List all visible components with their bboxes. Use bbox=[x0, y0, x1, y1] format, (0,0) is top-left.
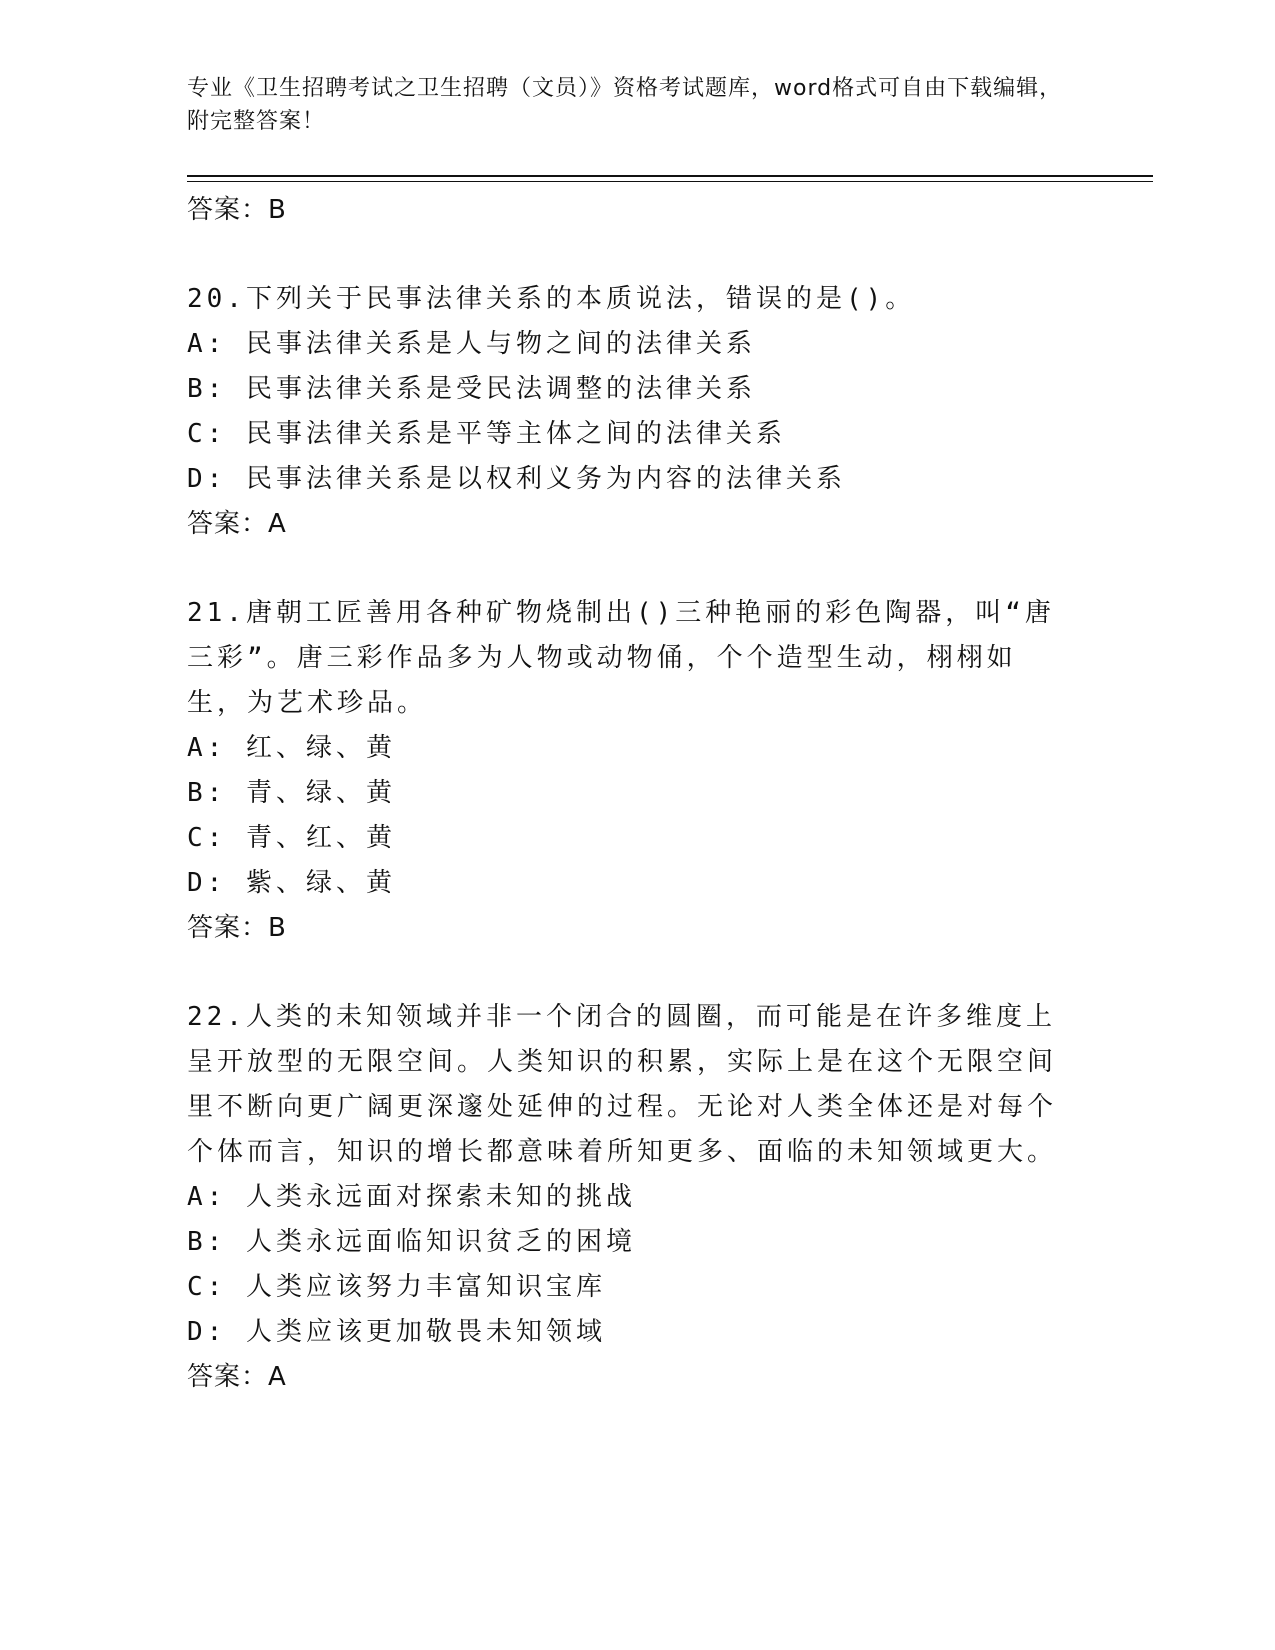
question-text: 20.下列关于民事法律关系的本质说法，错误的是()。 bbox=[187, 284, 916, 314]
header-divider bbox=[187, 175, 1153, 177]
option-c: C: 青、红、黄 bbox=[187, 823, 396, 853]
question-text: 21.唐朝工匠善用各种矿物烧制出()三种艳丽的彩色陶器，叫“唐三彩”。唐三彩作品多为人物或动物俑，个个造型生动，栩栩如生，为艺术珍品。 bbox=[187, 598, 1055, 718]
question-block-22 bbox=[187, 995, 1087, 1400]
question-block-20 bbox=[187, 277, 1087, 547]
option-d: D: 人类应该更加敬畏未知领域 bbox=[187, 1317, 606, 1347]
option-a: A: 民事法律关系是人与物之间的法律关系 bbox=[187, 329, 756, 359]
answer: 答案：A bbox=[187, 509, 287, 539]
option-b: B: 民事法律关系是受民法调整的法律关系 bbox=[187, 374, 756, 404]
option-a: A: 人类永远面对探索未知的挑战 bbox=[187, 1182, 636, 1212]
option-c: C: 人类应该努力丰富知识宝库 bbox=[187, 1272, 606, 1302]
option-d: D: 紫、绿、黄 bbox=[187, 868, 396, 898]
option-b: B: 人类永远面临知识贫乏的困境 bbox=[187, 1227, 636, 1257]
option-a: A: 红、绿、黄 bbox=[187, 733, 396, 763]
answer-19: 答案：B bbox=[187, 195, 287, 225]
answer: 答案：B bbox=[187, 913, 287, 943]
question-block-21 bbox=[187, 591, 1087, 951]
option-c: C: 民事法律关系是平等主体之间的法律关系 bbox=[187, 419, 786, 449]
option-d: D: 民事法律关系是以权利义务为内容的法律关系 bbox=[187, 464, 846, 494]
header-note: 专业《卫生招聘考试之卫生招聘（文员）》资格考试题库，word格式可自由下载编辑，附完整答案！ bbox=[187, 76, 1063, 134]
answer: 答案：A bbox=[187, 1362, 287, 1392]
header-divider-thin bbox=[187, 181, 1153, 182]
option-b: B: 青、绿、黄 bbox=[187, 778, 396, 808]
question-text: 22.人类的未知领域并非一个闭合的圆圈，而可能是在许多维度上呈开放型的无限空间。人类知识的积累，实际上是在这个无限空间里不断向更广阔更深邃处延伸的过程。无论对人类全体还是对每个个体而言，知识的增长都意味着所知更多、面临的未知领域更大。 bbox=[187, 1002, 1058, 1167]
question-list bbox=[187, 185, 1087, 1400]
